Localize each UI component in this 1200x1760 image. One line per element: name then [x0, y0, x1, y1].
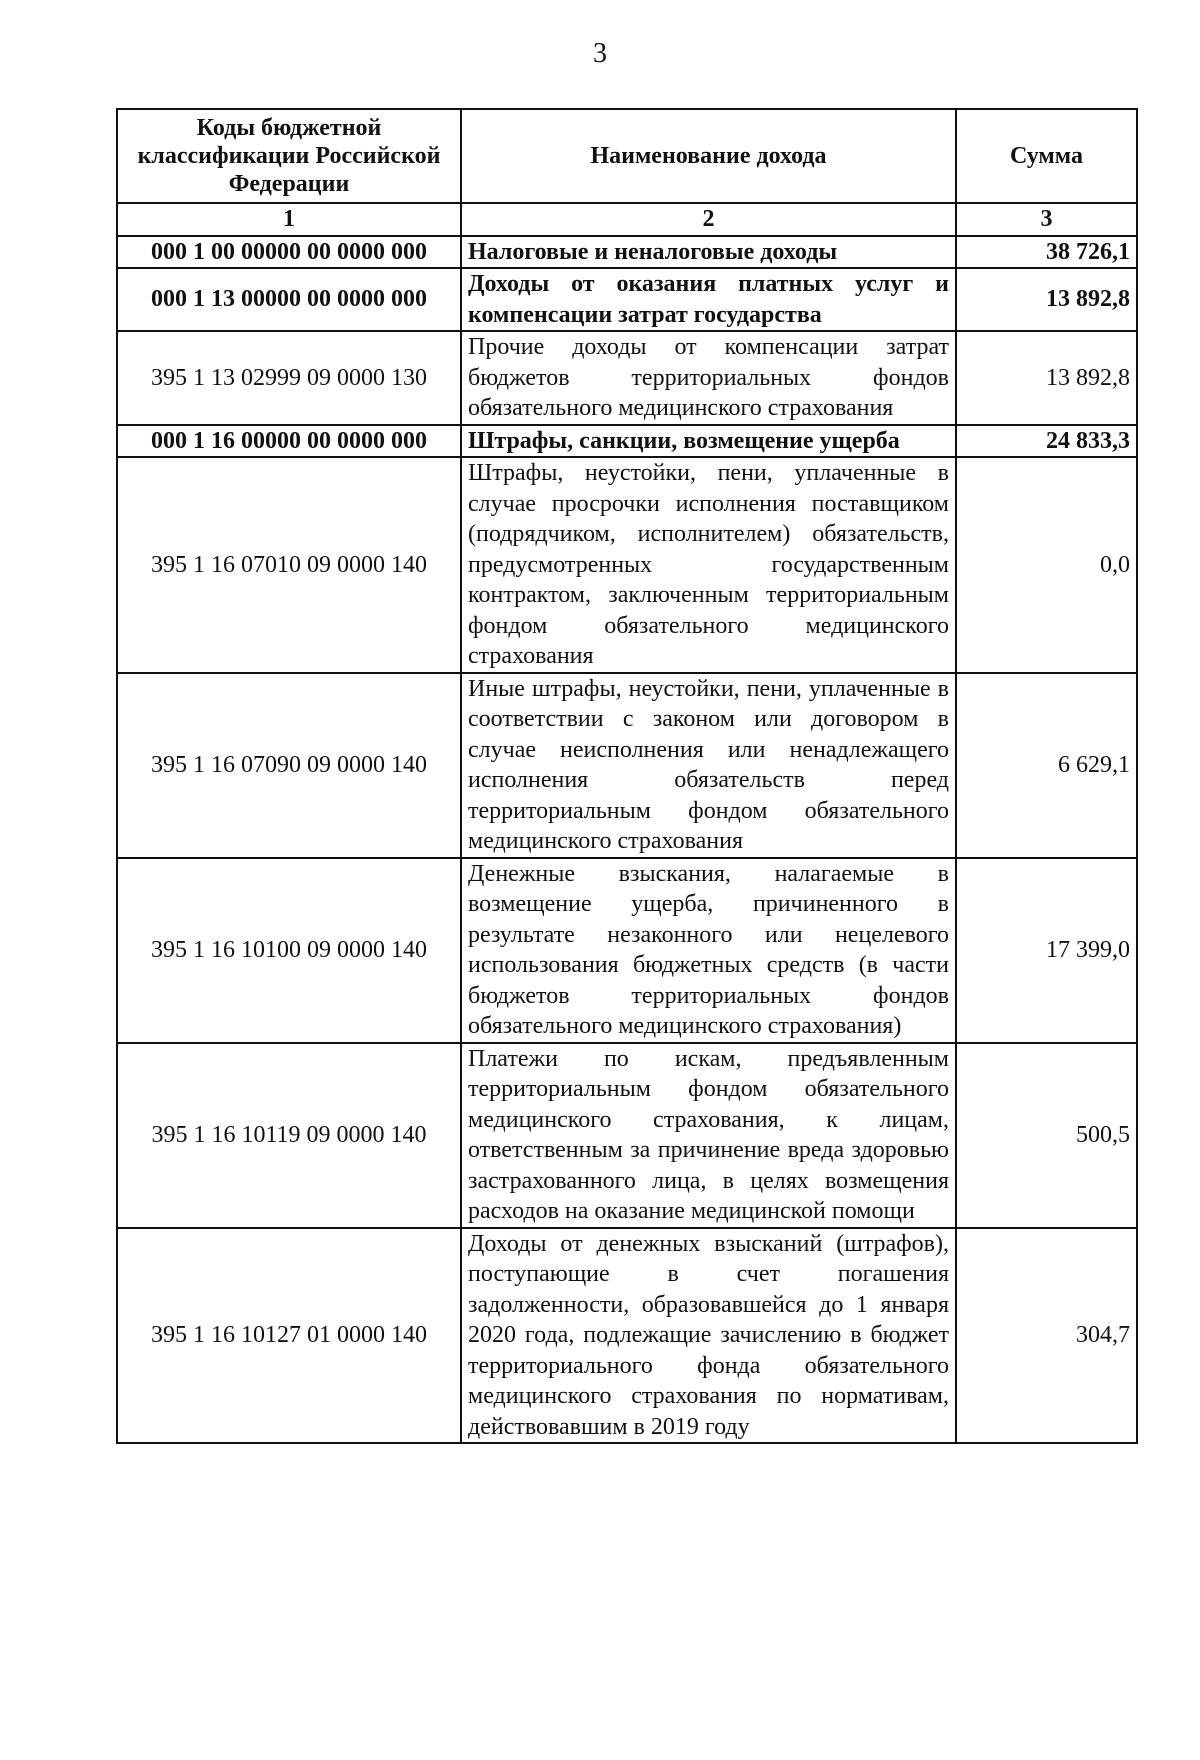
- column-index: 2: [461, 203, 956, 236]
- header-code: Коды бюджетной классификации Российской Федерации: [117, 109, 461, 203]
- table-row: [117, 331, 1137, 425]
- table-row: [117, 236, 1137, 269]
- table-row: [117, 457, 1137, 673]
- table-row: [117, 1043, 1137, 1228]
- column-index: 1: [117, 203, 461, 236]
- row-amount: 13 892,8: [956, 268, 1137, 331]
- row-name: Штрафы, неустойки, пени, уплаченные в случае просрочки исполнения поставщиком (подрядчиком, исполнителем) обязательств, предусмотренных государственным контрактом, заключенным территориальным фондом обязательного медицинского страхования: [461, 457, 956, 673]
- header-amount: Сумма: [956, 109, 1137, 203]
- row-amount: 0,0: [956, 457, 1137, 673]
- row-code: 000 1 16 00000 00 0000 000: [117, 425, 461, 458]
- row-code: 395 1 16 10100 09 0000 140: [117, 858, 461, 1043]
- revenue-table: [116, 108, 1138, 1444]
- table-row: [117, 1228, 1137, 1444]
- row-name: Иные штрафы, неустойки, пени, уплаченные в соответствии с законом или договором в случае неисполнения или ненадлежащего исполнения обязательств перед территориальным фондом обязательного медицинского страхования: [461, 673, 956, 858]
- row-name: Платежи по искам, предъявленным территориальным фондом обязательного медицинского страхования, к лицам, ответственным за причинение вреда здоровью застрахованного лица, в целях возмещения расходов на оказание медицинской помощи: [461, 1043, 956, 1228]
- row-amount: 38 726,1: [956, 236, 1137, 269]
- row-code: 000 1 13 00000 00 0000 000: [117, 268, 461, 331]
- row-name: Штрафы, санкции, возмещение ущерба: [461, 425, 956, 458]
- table-row: [117, 268, 1137, 331]
- row-amount: 17 399,0: [956, 858, 1137, 1043]
- row-amount: 24 833,3: [956, 425, 1137, 458]
- row-name: Налоговые и неналоговые доходы: [461, 236, 956, 269]
- table-row: [117, 425, 1137, 458]
- row-code: 395 1 16 10127 01 0000 140: [117, 1228, 461, 1444]
- column-index-row: [117, 203, 1137, 236]
- column-index: 3: [956, 203, 1137, 236]
- row-code: 000 1 00 00000 00 0000 000: [117, 236, 461, 269]
- row-code: 395 1 16 07010 09 0000 140: [117, 457, 461, 673]
- row-code: 395 1 16 07090 09 0000 140: [117, 673, 461, 858]
- header-name: Наименование дохода: [461, 109, 956, 203]
- row-amount: 500,5: [956, 1043, 1137, 1228]
- row-code: 395 1 16 10119 09 0000 140: [117, 1043, 461, 1228]
- row-code: 395 1 13 02999 09 0000 130: [117, 331, 461, 425]
- row-name: Денежные взыскания, налагаемые в возмещение ущерба, причиненного в результате незаконного или нецелевого использования бюджетных средств (в части бюджетов территориальных фондов обязательного медицинского страхования): [461, 858, 956, 1043]
- table-header-row: [117, 109, 1137, 203]
- row-name: Доходы от денежных взысканий (штрафов), поступающие в счет погашения задолженности, образовавшейся до 1 января 2020 года, подлежащие зачислению в бюджет территориального фонда обязательного медицинского страхования по нормативам, действовавшим в 2019 году: [461, 1228, 956, 1444]
- table-row: [117, 858, 1137, 1043]
- row-amount: 13 892,8: [956, 331, 1137, 425]
- row-name: Доходы от оказания платных услуг и компенсации затрат государства: [461, 268, 956, 331]
- row-amount: 6 629,1: [956, 673, 1137, 858]
- page-number: 3: [593, 38, 607, 69]
- row-amount: 304,7: [956, 1228, 1137, 1444]
- table-row: [117, 673, 1137, 858]
- row-name: Прочие доходы от компенсации затрат бюджетов территориальных фондов обязательного медицинского страхования: [461, 331, 956, 425]
